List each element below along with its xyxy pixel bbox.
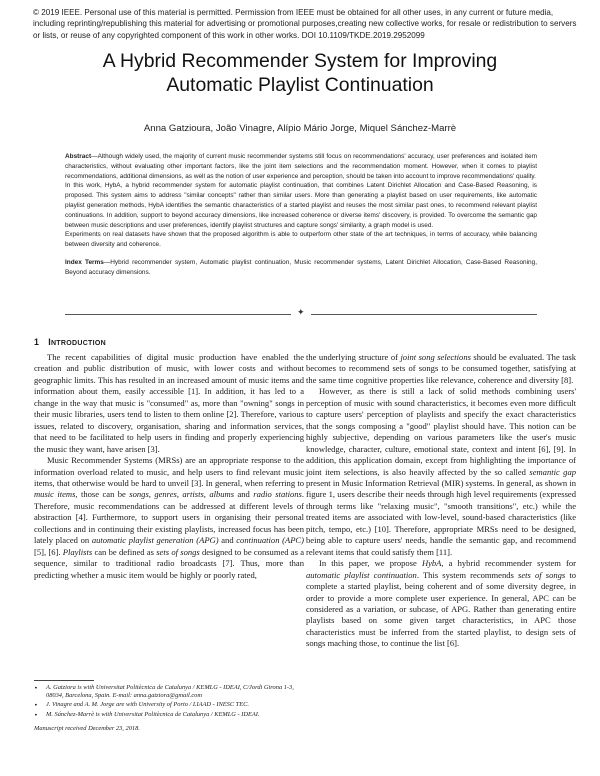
intro-paragraph-2: Music Recommender Systems (MRSs) are an appropriate response to the information overload related to music, and help users to find relevant music items, that otherwise would be hard to unveil [3]. In general, when referring to music items, those can be songs, genres, artists, albums and radio stations. Therefore, music recommendations can be addressed at different levels of abstraction [4]. Furthermore, to support users in organising their personal collections and in continuing their existing playlists, increased focus has been lately placed on automatic playlist generation (APG) and continuation (APC) [5], [6]. Playlists can be defined as sets of songs designed to be consumed as a sequence, similar to traditional radio broadcasts [7]. Thus, more than predicting whether a music item would be highly or poorly rated, [34,455,304,580]
left-column [34,352,304,581]
footnote-affiliation-3: • M. Sánchez-Marrè is with Universitat Politècnica de Catalunya / KEMLG - IDEAI. [34,710,260,719]
abstract-paragraph-3: Experiments on real datasets have shown that the proposed algorithm is able to outperform other state of the art techniques, in terms of accuracy, while balancing between diversity and coherence. [65,231,537,249]
intro-paragraph-5: In this paper, we propose HybA, a hybrid recommender system for automatic playlist continuation. This system recommends sets of songs to complete a started playlist, being coherent and of some diversity degree, in order to provide a more complete user experience. In general, APC can be considered as a variation, or subcase, of APG. Rather than generating entire playlists based on some given target characteristics, in APC those characteristics must be inferred from the started playlist, to design sets of songs maching those, to continue the list [6]. [306,558,577,649]
bullet-icon: • [34,701,38,710]
section-divider [65,310,537,320]
right-column [306,352,576,650]
index-terms: Index Terms—Hybrid recommender system, Automatic playlist continuation, Music recommender systems, Latent Dirichlet Allocation, Case-Based Reasoning, Beyond accuracy dimensions. [65,258,537,276]
intro-paragraph-3: the underlying structure of joint song selections should be evaluated. The task becomes to recommend sets of songs to be consumed together, satisfying at the same time cognitive properties like relevance, coherence and diversity [8]. [306,352,577,385]
divider-line-left [65,314,291,315]
manuscript-received: Manuscript received December 23, 2018. [34,724,140,732]
abstract-block [65,152,537,278]
bullet-icon: • [34,710,38,719]
title-line-1: A Hybrid Recommender System for Improving [102,50,498,72]
divider-line-right [311,314,537,315]
section-number: 1 [34,337,40,347]
copyright-notice: © 2019 IEEE. Personal use of this material is permitted. Permission from IEEE must be obtained for all other uses, in any current or future media, including reprinting/republishing this material for advertising or promotional purposes,creating new collective works, for resale or redistribution to servers or lists, or reuse of any copyrighted component of this work in other works. DOI 10.1109/TKDE.2019.2952099 [33,8,577,40]
footnote-rule [34,680,94,681]
paper-title [30,49,570,97]
title-line-2: Automatic Playlist Continuation [166,74,434,96]
section-title-rest: NTRODUCTION [50,340,106,347]
bullet-icon: • [34,684,38,692]
author-list: Anna Gatzioura, João Vinagre, Alípio Mário Jorge, Miquel Sánchez-Marrè [143,123,457,134]
footnotes [34,684,304,733]
intro-paragraph-4: However, as there is still a lack of solid methods combining users' perception of music with sound characteristics, it becomes even more difficult to capture users' perception of playlists and specify the exact characteristics that the songs composing a "good" playlist should have. This notion can be highly subjective, depending on various parameters like the user's music knowledge, character, culture, emotional state, context and intent [6], [9]. In addition, this application domain, except from highlighting the importance of joint item selections, is also heavily affected by the so called semantic gap present in Music Information Retrieval (MIR) systems. In general, as shown in figure 1, users describe their needs through high level requirements (expressed through terms like "relaxing music", "smooth transitions", etc.) while the treated items are associated with low-level, sound-based characteristics (like pitch, tempo, etc.) [10]. Therefore, appropriate MRSs need to be designed, being able to capture users' needs, handle the semantic gap, and recommend relevant items that could satisfy them [11]. [306,386,577,557]
abstract-label: Abstract [65,153,92,160]
section-heading [34,337,106,347]
section-title-first: I [48,337,51,347]
divider-diamond-icon: ✦ [297,308,305,318]
abstract-paragraph-2: In this work, HybA, a hybrid recommender system for automatic playlist continuation, that combines Latent Dirichlet Allocation and Case-Based Reasoning, is proposed. This system aims to address "similar concepts" rather than similar users. More than generating a playlist based on user requirements, like automatic playlist generation methods, HybA identifies the semantic characteristics of a started playlist and reuses the most similar past ones, to recommend relevant playlist continuations. In addition, support to beyond accuracy dimensions, like increased coherence or diverse items' discovery, is provided. To overcome the semantic gap between music descriptions and user preferences, identify playlist structures and capture songs' similarity, a graph model is used. [65,182,537,229]
footnote-affiliation-1: • A. Gatziora is with Universitat Politècnica de Catalunya / KEMLG - IDEAI, C/Jordi Girona 1-3, 08034, Barcelona, Spain. E-mail: anna.gatziora@gmail.com [34,684,294,700]
index-terms-label: Index Terms [65,258,104,266]
intro-paragraph-1: The recent capabilities of digital music production have enabled the creation and public distribution of music, with lower costs and without geographic limits. This has resulted in an increased amount of music items and information about them, easily accessible [1]. In addition, it has led to a change in the way that music is "consumed" as, more than "owning" songs in their music libraries, users tend to listen to them online [2]. Therefore, various issues, related to discovery, organisation, sharing and information services, that need to be facilitated to help users in finding and properly experiencing the music they want, have arisen [3]. [34,352,304,454]
abstract-paragraph-1: Abstract—Although widely used, the majority of current music recommender systems still focus on recommendations' accuracy, user preferences and isolated item characteristics, without evaluating other important factors, like the joint item selections and the recommendation moment. However, when it comes to playlist recommendations, additional dimensions, as well as the notion of user experience and perception, should be taken into account to improve recommendations' quality. [65,153,537,180]
footnote-affiliation-2: • J. Vinagre and A. M. Jorge are with University of Porto / LIAAD - INESC TEC. [34,701,249,710]
